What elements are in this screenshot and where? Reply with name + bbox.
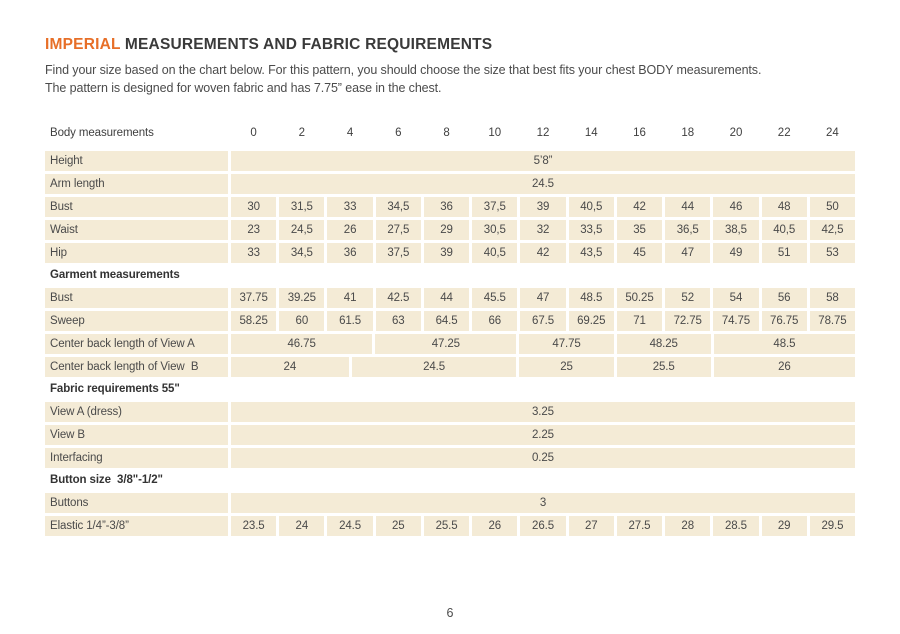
value-cell: 33 [231, 243, 276, 263]
row-label: Waist [45, 220, 228, 240]
header-label: Body measurements [50, 127, 154, 139]
value-cell: 28.5 [713, 516, 758, 536]
value-cell: 78.75 [810, 311, 855, 331]
size-column-header: 2 [298, 127, 306, 139]
size-column-header: 20 [729, 127, 743, 139]
value-cell: 74.75 [713, 311, 758, 331]
value-cell: 45.5 [472, 288, 517, 308]
grouped-value-cell: 47.25 [375, 334, 516, 354]
section-header-row [45, 381, 855, 397]
table-row [45, 174, 855, 194]
value-cell: 50.25 [617, 288, 662, 308]
value-cell: 48 [762, 197, 807, 217]
row-values [231, 516, 855, 536]
value-cell: 42.5 [376, 288, 421, 308]
intro-line-2: The pattern is designed for woven fabric and has 7.75” ease in the chest. [45, 81, 442, 95]
merged-value-cell: 2.25 [231, 425, 855, 445]
value-cell: 43,5 [569, 243, 614, 263]
value-cell: 40,5 [762, 220, 807, 240]
grouped-value-cell: 46.75 [231, 334, 372, 354]
row-values [231, 243, 855, 263]
table-row [45, 151, 855, 171]
value-cell: 34,5 [376, 197, 421, 217]
value-cell: 23 [231, 220, 276, 240]
value-cell: 66 [472, 311, 517, 331]
value-cell: 51 [762, 243, 807, 263]
value-cell: 35 [617, 220, 662, 240]
row-label: View B [45, 425, 228, 445]
grouped-value-cell: 48.25 [617, 334, 711, 354]
row-values [231, 288, 855, 308]
table-row [45, 448, 855, 468]
value-cell: 58 [810, 288, 855, 308]
value-cell: 39 [520, 197, 565, 217]
row-label: Center back length of View A [45, 334, 228, 354]
row-values [231, 425, 855, 445]
value-cell: 71 [617, 311, 662, 331]
row-values [231, 334, 855, 354]
value-cell: 37,5 [472, 197, 517, 217]
value-cell: 39.25 [279, 288, 324, 308]
merged-value-cell: 0.25 [231, 448, 855, 468]
value-cell: 54 [713, 288, 758, 308]
size-column-header: 24 [826, 127, 839, 139]
value-cell: 60 [279, 311, 324, 331]
value-cell: 28 [665, 516, 710, 536]
row-label: Sweep [45, 311, 228, 331]
value-cell: 24 [279, 516, 324, 536]
value-cell: 34,5 [279, 243, 324, 263]
row-values [231, 493, 855, 513]
value-cell: 44 [665, 197, 710, 217]
intro-text [45, 61, 855, 97]
table-row [45, 311, 855, 331]
row-label: Bust [45, 288, 228, 308]
row-values [231, 357, 855, 377]
page-title-accent: IMPERIAL [45, 36, 121, 53]
value-cell: 58.25 [231, 311, 276, 331]
value-cell: 30 [231, 197, 276, 217]
measurements-table [45, 123, 855, 536]
row-values [231, 174, 855, 194]
value-cell: 36 [327, 243, 372, 263]
value-cell: 49 [713, 243, 758, 263]
merged-value-cell: 3 [231, 493, 855, 513]
value-cell: 46 [713, 197, 758, 217]
value-cell: 52 [665, 288, 710, 308]
value-cell: 31,5 [279, 197, 324, 217]
section-header-label: Fabric requirements 55" [50, 383, 180, 395]
table-row [45, 220, 855, 240]
value-cell: 38,5 [713, 220, 758, 240]
size-column-header: 0 [250, 127, 257, 139]
row-label: Buttons [45, 493, 228, 513]
row-values [231, 448, 855, 468]
value-cell: 33,5 [569, 220, 614, 240]
row-label: Elastic 1/4”-3/8” [45, 516, 228, 536]
value-cell: 36 [424, 197, 469, 217]
row-label: Hip [45, 243, 228, 263]
value-cell: 53 [810, 243, 855, 263]
value-cell: 33 [327, 197, 372, 217]
page-number: 6 [446, 606, 454, 620]
value-cell: 40,5 [472, 243, 517, 263]
value-cell: 39 [424, 243, 469, 263]
value-cell: 32 [520, 220, 565, 240]
table-row [45, 243, 855, 263]
value-cell: 41 [327, 288, 372, 308]
merged-value-cell: 3.25 [231, 402, 855, 422]
row-label: View A (dress) [45, 402, 228, 422]
row-label: Center back length of View B [45, 357, 228, 377]
table-row [45, 516, 855, 536]
value-cell: 25.5 [424, 516, 469, 536]
row-label: Bust [45, 197, 228, 217]
value-cell: 48.5 [569, 288, 614, 308]
value-cell: 42 [520, 243, 565, 263]
value-cell: 23.5 [231, 516, 276, 536]
grouped-value-cell: 48.5 [714, 334, 855, 354]
table-row [45, 357, 855, 377]
value-cell: 42 [617, 197, 662, 217]
value-cell: 42,5 [810, 220, 855, 240]
merged-value-cell: 5’8” [231, 151, 855, 171]
value-cell: 27 [569, 516, 614, 536]
row-values [231, 311, 855, 331]
value-cell: 24.5 [327, 516, 372, 536]
row-values [231, 402, 855, 422]
section-header-row [45, 472, 855, 488]
value-cell: 76.75 [762, 311, 807, 331]
value-cell: 26.5 [520, 516, 565, 536]
value-cell: 36,5 [665, 220, 710, 240]
size-column-header: 8 [443, 127, 450, 139]
row-values [231, 151, 855, 171]
grouped-value-cell: 25 [519, 357, 613, 377]
table-row [45, 288, 855, 308]
size-column-header: 10 [488, 127, 502, 139]
value-cell: 27,5 [376, 220, 421, 240]
row-values [231, 220, 855, 240]
row-label: Height [45, 151, 228, 171]
row-values [231, 197, 855, 217]
size-column-header: 22 [777, 127, 791, 139]
value-cell: 47 [520, 288, 565, 308]
value-cell: 29 [424, 220, 469, 240]
section-header-row [45, 267, 855, 283]
value-cell: 40,5 [569, 197, 614, 217]
value-cell: 26 [472, 516, 517, 536]
table-row [45, 493, 855, 513]
value-cell: 64.5 [424, 311, 469, 331]
header-size-columns [231, 123, 855, 143]
table-row [45, 425, 855, 445]
grouped-value-cell: 47.75 [519, 334, 613, 354]
value-cell: 72.75 [665, 311, 710, 331]
size-column-header: 6 [395, 127, 402, 139]
merged-value-cell: 24.5 [231, 174, 855, 194]
section-header-label: Garment measurements [50, 269, 180, 281]
table-header-row [45, 123, 855, 143]
value-cell: 45 [617, 243, 662, 263]
size-column-header: 12 [536, 127, 550, 139]
grouped-value-cell: 24 [231, 357, 349, 377]
grouped-value-cell: 24.5 [352, 357, 517, 377]
value-cell: 29 [762, 516, 807, 536]
page-title [45, 36, 855, 53]
value-cell: 61.5 [327, 311, 372, 331]
section-header-label: Button size 3/8"-1/2" [50, 474, 163, 486]
value-cell: 47 [665, 243, 710, 263]
value-cell: 63 [376, 311, 421, 331]
value-cell: 67.5 [520, 311, 565, 331]
value-cell: 56 [762, 288, 807, 308]
grouped-value-cell: 26 [714, 357, 855, 377]
size-column-header: 14 [584, 127, 598, 139]
value-cell: 30,5 [472, 220, 517, 240]
size-column-header: 4 [346, 127, 354, 139]
intro-line-1: Find your size based on the chart below. For this pattern, you should choose the size that best fits your chest BODY measurements. [45, 63, 762, 77]
value-cell: 25 [376, 516, 421, 536]
value-cell: 50 [810, 197, 855, 217]
value-cell: 29.5 [810, 516, 855, 536]
table-row [45, 402, 855, 422]
value-cell: 37.75 [231, 288, 276, 308]
grouped-value-cell: 25.5 [617, 357, 711, 377]
row-label: Interfacing [45, 448, 228, 468]
size-column-header: 16 [633, 127, 646, 139]
value-cell: 37,5 [376, 243, 421, 263]
value-cell: 44 [424, 288, 469, 308]
value-cell: 26 [327, 220, 372, 240]
table-row [45, 334, 855, 354]
row-label: Arm length [45, 174, 228, 194]
value-cell: 27.5 [617, 516, 662, 536]
size-column-header: 18 [681, 127, 695, 139]
table-row [45, 197, 855, 217]
page-title-rest: MEASUREMENTS AND FABRIC REQUIREMENTS [120, 36, 493, 53]
value-cell: 24,5 [279, 220, 324, 240]
value-cell: 69.25 [569, 311, 614, 331]
